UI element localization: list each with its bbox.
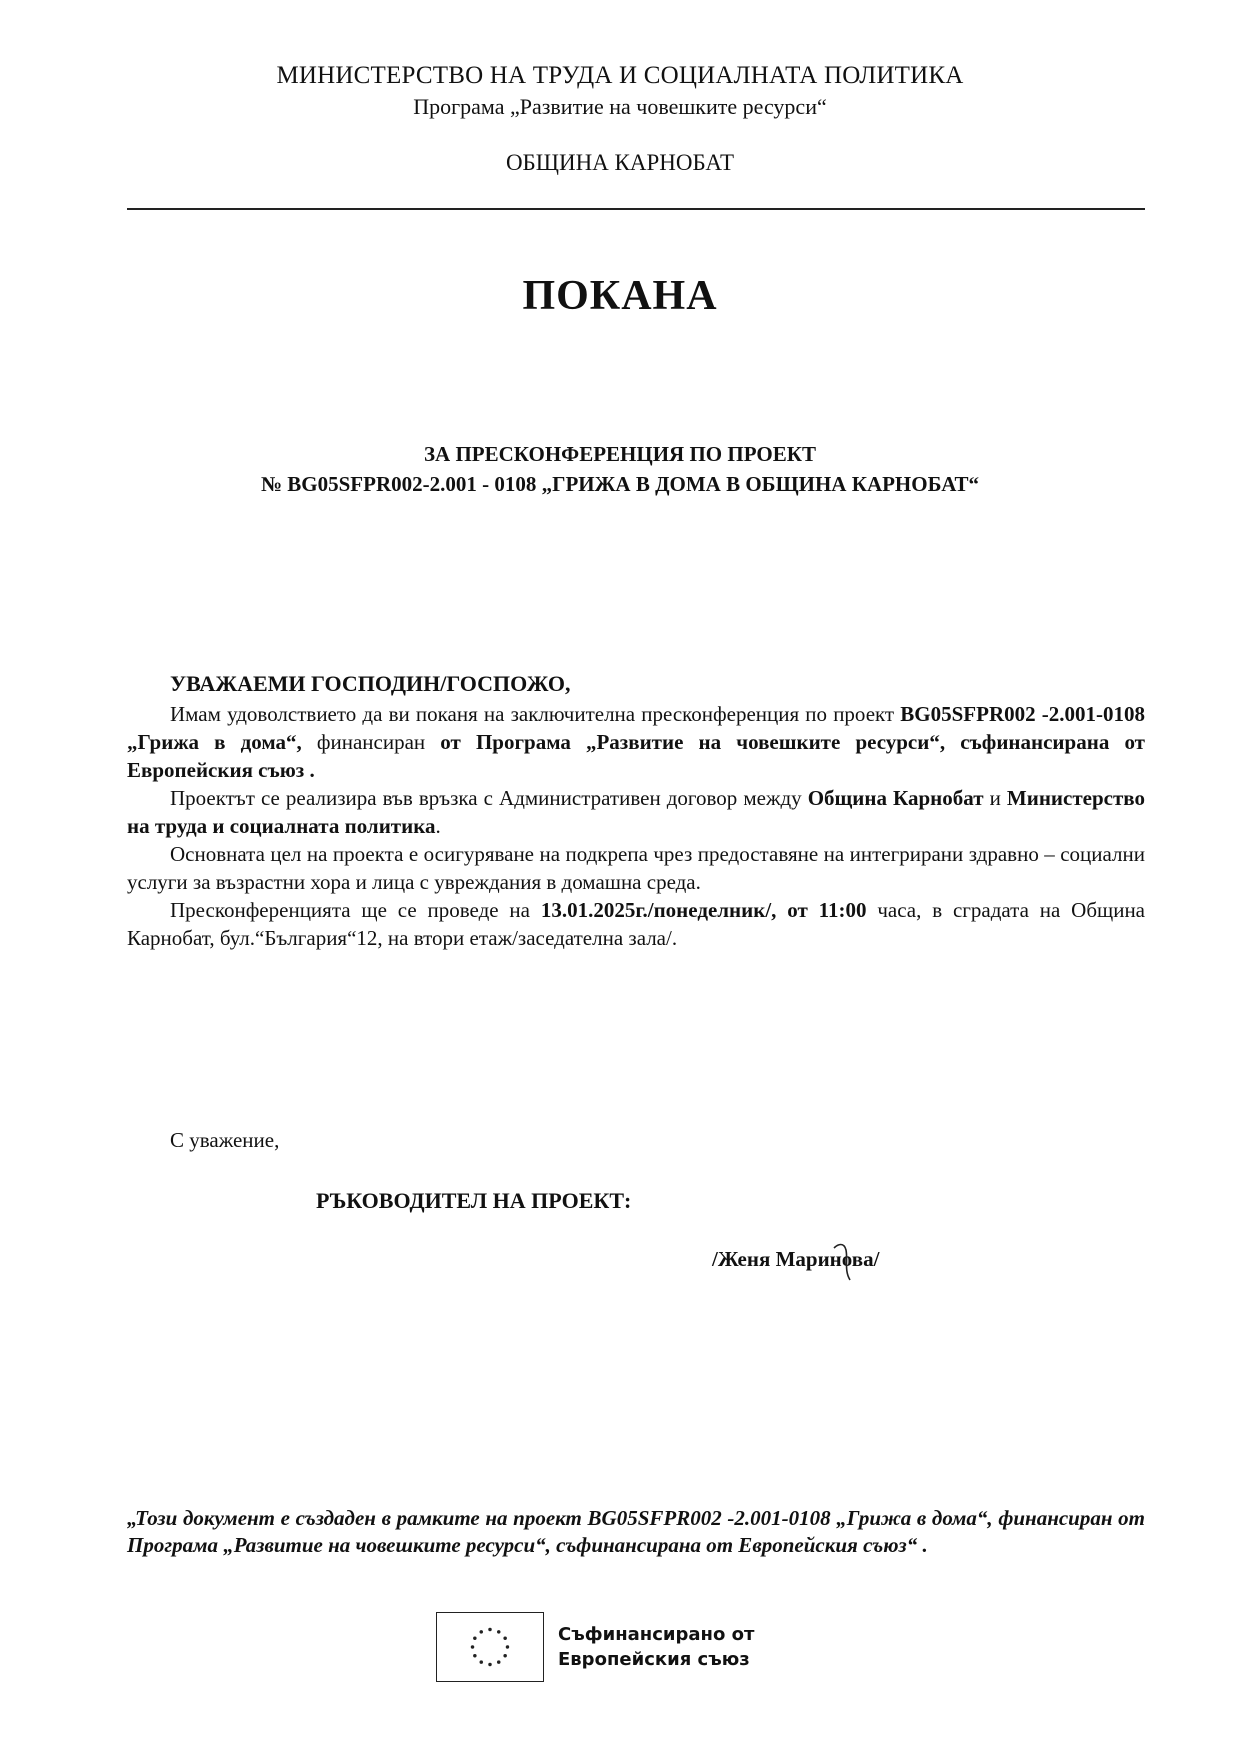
ministry-heading: МИНИСТЕРСТВО НА ТРУДА И СОЦИАЛНАТА ПОЛИТИКА [276,62,964,89]
document-title: ПОКАНА [522,273,718,319]
letter-body [127,670,1145,952]
paragraph-contract [127,784,1145,840]
p2-ministry: Министерство на труда и социалната политика [127,786,1145,838]
header-divider [127,208,1145,210]
eu-cofunding-text [558,1622,754,1672]
paragraph-goal: Основната цел на проекта е осигуряване на подкрепа чрез предоставяне на интегрирани здравно – социални услуги за възрастни хора и лица с увреждания в домашна среда. [127,842,1145,894]
p1-text-1: Имам удоволствието да ви поканя на заключителна пресконференция по проект [170,702,901,726]
eu-text-line-1: Съфинансирано от [558,1624,755,1645]
signature-mark [830,1240,860,1284]
program-heading: Програма „Развитие на човешките ресурси“ [413,94,827,119]
p1-text-2: финансиран [301,730,441,754]
municipality-heading: ОБЩИНА КАРНОБАТ [505,150,735,175]
paragraph-invitation [127,700,1145,784]
p4-text-1: Пресконференцията ще се проведе на [170,898,541,922]
p2-municipality: Община Карнобат [807,786,984,810]
p4-date-time: 13.01.2025г./понеделник/, от 11:00 [540,898,867,922]
footer-funding-note: „Този документ е създаден в рамките на проект BG05SFPR002 -2.001-0108 „Грижа в дома“, финансиран от Програма „Развитие на човешките ресурси“, съфинансирана от Европейския съюз“ . [127,1506,1145,1557]
p1-program-name: от Програма „Развитие на човешките ресурси“, съфинансирана от Европейския съюз . [127,730,1145,782]
p4-text-2: часа, в сградата на Община Карнобат, бул.“България“12, на втори етаж/заседателна зала/. [127,898,1145,950]
closing-regards: С уважение, [170,1128,280,1152]
salutation: УВАЖАЕМИ ГОСПОДИН/ГОСПОЖО, [170,671,571,696]
manager-title: РЪКОВОДИТЕЛ НА ПРОЕКТ: [316,1188,632,1213]
p2-text-1: Проектът се реализира във връзка с Административен договор между [170,786,808,810]
p2-text-3: . [435,814,441,838]
p2-text-2: и [983,786,1007,810]
subtitle-line-2: № BG05SFPR002-2.001 - 0108 „ГРИЖА В ДОМА В ОБЩИНА КАРНОБАТ“ [260,472,980,496]
eu-text-line-2: Европейския съюз [558,1649,750,1670]
subtitle-line-1: ЗА ПРЕСКОНФЕРЕНЦИЯ ПО ПРОЕКТ [423,442,817,466]
eu-cofunding-logo [436,1612,754,1682]
eu-flag-icon [436,1612,544,1682]
manager-name: /Женя Маринова/ [712,1247,880,1271]
p1-project-code: BG05SFPR002 -2.001-0108 „Грижа в дома“, [127,702,1145,754]
paragraph-event-details [127,896,1145,952]
